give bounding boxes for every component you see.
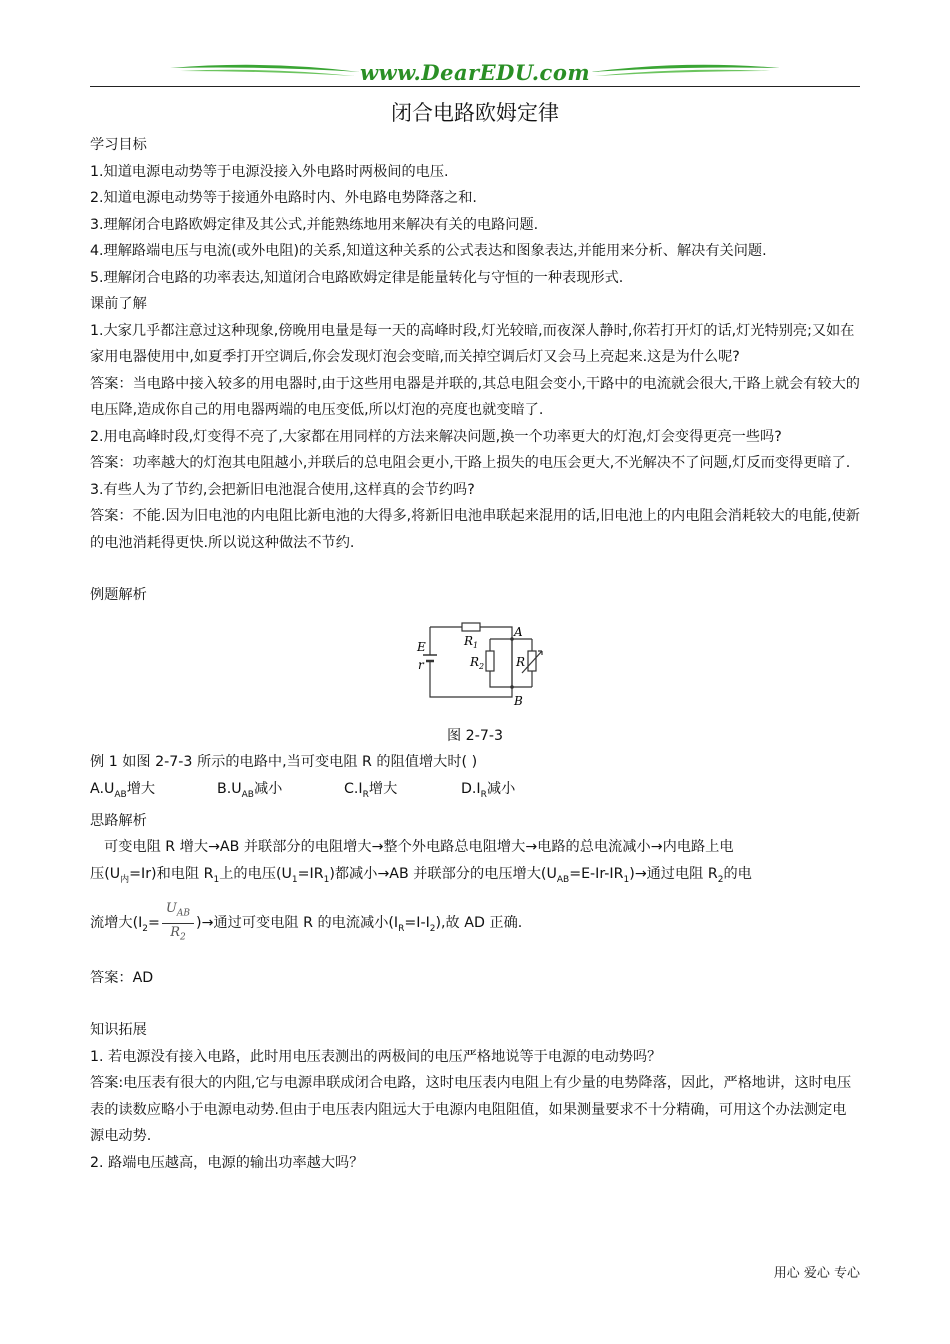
preview-heading: 课前了解 (90, 296, 147, 312)
preview-question: 2.用电高峰时段,灯变得不亮了,大家都在用同样的方法来解决问题,换一个功率更大的灯泡,灯会变得更亮一些吗? (90, 428, 782, 445)
option-c: $C.I_R$增大 (344, 780, 398, 800)
header-rule (90, 86, 860, 87)
circuit-figure (90, 617, 860, 709)
preview-answer: 答案：不能.因为旧电池的内电阻比新电池的大得多,将新旧电池串联起来混用的话,旧电池上的内电阻会消耗较大的电能,使新的电池消耗得更快.所以说这种做法不节约. (90, 508, 860, 551)
document-body (90, 96, 860, 1176)
site-logo-text: www.DearEDU.com (359, 60, 591, 85)
option-d: $D.I_R$减小 (461, 780, 516, 800)
node-b-label: B (514, 693, 523, 707)
goal-item: 4.理解路端电压与电流(或外电阻)的关系,知道这种关系的公式表达和图象表达,并能用来分析、解决有关问题. (90, 243, 767, 259)
r1-label: $R_1$ (464, 633, 479, 650)
fraction-uab-over-r2: $\frac{U_{AB}}{R_2}$ (162, 900, 194, 946)
page-title: 闭合电路欧姆定律 (391, 101, 559, 125)
preview-question: 3.有些人为了节约,会把新旧电池混合使用,这样真的会节约吗? (90, 481, 475, 498)
option-b: $B.U_{AB}$减小 (217, 780, 283, 800)
example-answer: 答案：AD (90, 969, 154, 986)
footer-slogan: 用心 爱心 专心 (773, 1266, 860, 1281)
r2-label: $R_2$ (470, 654, 485, 671)
internal-resistance-label: r (418, 657, 424, 672)
goal-item: 2.知道电源电动势等于接通外电路时内、外电路电势降落之和. (90, 190, 477, 206)
extension-question: 1. 若电源没有接入电路，此时用电压表测出的两极间的电压严格地说等于电源的电动势吗？ (90, 1048, 662, 1065)
right-swoosh-decoration (590, 62, 780, 80)
analysis-text: 可变电阻 R 增大→AB 并联部分的电阻增大→整个外电路总电阻增大→电路的总电流减小→内电路上电 (104, 839, 734, 856)
goal-item: 5.理解闭合电路的功率表达,知道闭合电路欧姆定律是能量转化与守恒的一种表现形式. (90, 269, 624, 286)
option-a: $A.U_{AB}$增大 (90, 780, 156, 800)
example-question: 例 1 如图 2-7-3 所示的电路中,当可变电阻 R 的阻值增大时( ) (90, 754, 478, 770)
variable-resistor-label: R (516, 654, 526, 669)
preview-answer: 答案：功率越大的灯泡其电阻越小,并联后的总电阻会更小,干路上损失的电压会更大,不光解决不了问题,灯反而变得更暗了. (90, 455, 851, 471)
analysis-text: 压$(U_内=Ir)$和电阻 $R_1$上的电压$(U_1=IR_1)$都减小→AB 并联部分的电压增大$(U_{AB}=E-Ir-IR_1)\to$通过电阻 $R_2$的电 (90, 865, 752, 885)
circuit-diagram (414, 617, 544, 707)
extension-heading: 知识拓展 (90, 1022, 147, 1039)
site-header (90, 58, 860, 94)
emf-label: E (417, 639, 426, 654)
goals-heading: 学习目标 (90, 137, 147, 153)
extension-answer: 答案:电压表有很大的内阻,它与电源串联成闭合电路，这时电压表内电阻上有少量的电势降落，因此，严格地讲，这时电压表的读数应略小于电源电动势.但由于电压表内阻远大于电源内电阻阻值，如果测量要求不十分精确，可用这个办法测定电源电动势. (90, 1075, 852, 1145)
preview-answer: 答案：当电路中接入较多的用电器时,由于这些用电器是并联的,其总电阻会变小,干路中的电流就会很大,干路上就会有较大的电压降,造成你自己的用电器两端的电压变低,所以灯泡的亮度也就变暗了. (90, 375, 860, 418)
goal-item: 3.理解闭合电路欧姆定律及其公式,并能熟练地用来解决有关的电路问题. (90, 216, 539, 233)
preview-question: 1.大家几乎都注意过这种现象,傍晚用电量是每一天的高峰时段,灯光较暗,而夜深人静时,你若打开灯的话,灯光特别亮;又如在家用电器使用中,如夏季打开空调后,你会发现灯泡会变暗,而关掉空调后灯又会马上亮起来.这是为什么呢? (90, 322, 855, 365)
figure-caption: 图 2-7-3 (446, 727, 504, 744)
analysis-text: 流增大($I_2=$ $\frac{U_{AB}}{R_2}$ )→通过可变电阻 R 的电流减小$(I_R=I-I_2)$,故 AD 正确. (90, 893, 860, 959)
example-heading: 例题解析 (90, 587, 147, 603)
node-a-label: A (514, 624, 523, 639)
extension-question: 2. 路端电压越高，电源的输出功率越大吗？ (90, 1154, 364, 1171)
analysis-heading: 思路解析 (90, 812, 147, 829)
example-options (90, 776, 860, 808)
goal-item: 1.知道电源电动势等于电源没接入外电路时两极间的电压. (90, 163, 449, 180)
